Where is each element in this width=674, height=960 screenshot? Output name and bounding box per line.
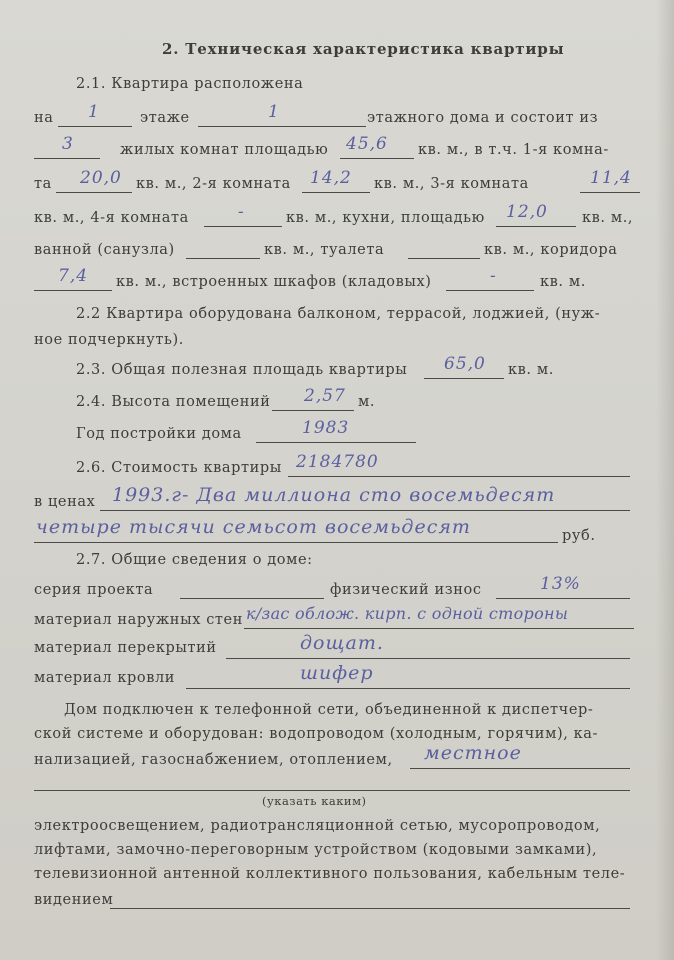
label-kvm3: кв. м. bbox=[540, 274, 586, 290]
s23-line bbox=[424, 378, 504, 379]
s21-heading: 2.1. Квартира расположена bbox=[76, 76, 304, 92]
label-ta: та bbox=[34, 176, 52, 192]
closets-value: - bbox=[490, 266, 497, 286]
room4-line bbox=[204, 226, 282, 227]
floors-value: дощат. bbox=[300, 632, 384, 654]
heating-line bbox=[410, 768, 630, 769]
living-area-value: 45,6 bbox=[346, 134, 388, 154]
label-rooms: жилых комнат площадью bbox=[120, 142, 329, 158]
label-room3: кв. м., 3-я комната bbox=[374, 176, 529, 192]
s26-line bbox=[288, 476, 630, 477]
roof-line bbox=[186, 688, 630, 689]
s24-label: 2.4. Высота помещений bbox=[76, 394, 271, 410]
year-label: Год постройки дома bbox=[76, 426, 242, 442]
conn-line3: нализацией, газоснабжением, отоплением, bbox=[34, 752, 393, 768]
label-room4: кв. м., 4-я комната bbox=[34, 210, 189, 226]
label-area-rooms: кв. м., в т.ч. 1-я комна- bbox=[418, 142, 609, 158]
conn-line6: телевизионной антенной коллективного пользования, кабельным теле- bbox=[34, 866, 626, 882]
series-line bbox=[180, 598, 324, 599]
year-line bbox=[256, 442, 416, 443]
price-words-line1: 1993.г- Два миллиона сто восемьдесят bbox=[112, 484, 556, 506]
prices-label: в ценах bbox=[34, 494, 96, 510]
s23-unit: кв. м. bbox=[508, 362, 554, 378]
label-na: на bbox=[34, 110, 54, 126]
conn-line7: видением bbox=[34, 892, 114, 908]
s27-heading: 2.7. Общие сведения о доме: bbox=[76, 552, 313, 568]
label-bath: ванной (санузла) bbox=[34, 242, 175, 258]
conn-line5: лифтами, замочно-переговорным устройством (кодовыми замками), bbox=[34, 842, 598, 858]
s23-value: 65,0 bbox=[444, 354, 486, 374]
kitchen-line bbox=[496, 226, 576, 227]
room2-line bbox=[302, 192, 370, 193]
specify-line bbox=[34, 790, 630, 791]
conn-line4: электроосвещением, радиотрансляционной сетью, мусоропроводом, bbox=[34, 818, 601, 834]
rooms-value: 3 bbox=[62, 134, 74, 154]
roof-value: шифер bbox=[300, 662, 374, 684]
conn-line2: ской системе и оборудован: водопроводом (холодным, горячим), ка- bbox=[34, 726, 599, 742]
label-room2: кв. м., 2-я комната bbox=[136, 176, 291, 192]
wear-label: физический износ bbox=[330, 582, 482, 598]
section-title: 2. Техническая характеристика квартиры bbox=[162, 40, 565, 58]
floors-line bbox=[226, 658, 630, 659]
room1-line bbox=[56, 192, 132, 193]
walls-label: материал наружных стен bbox=[34, 612, 243, 628]
storeys-value: 1 bbox=[268, 102, 280, 122]
walls-value: к/зас облож. кирп. с одной стороны bbox=[246, 604, 569, 623]
label-storeys: этажного дома и состоит из bbox=[367, 110, 599, 126]
storeys-line bbox=[198, 126, 366, 127]
series-label: серия проекта bbox=[34, 582, 154, 598]
floors-label: материал перекрытий bbox=[34, 640, 217, 656]
s22-line2: ное подчеркнуть). bbox=[34, 332, 184, 348]
s23-label: 2.3. Общая полезная площадь квартиры bbox=[76, 362, 408, 378]
bath-line bbox=[186, 258, 260, 259]
roof-label: материал кровли bbox=[34, 670, 176, 686]
room4-value: - bbox=[238, 202, 245, 222]
living-area-line bbox=[340, 158, 414, 159]
closets-line bbox=[446, 290, 534, 291]
label-floor: этаже bbox=[140, 110, 190, 126]
toilet-line bbox=[408, 258, 480, 259]
page-edge-shadow bbox=[656, 0, 674, 960]
corridor-value: 7,4 bbox=[58, 266, 89, 286]
conn-line1: Дом подключен к телефонной сети, объединенной к диспетчер- bbox=[64, 702, 594, 718]
price-words-line2: четыре тысячи семьсот восемьдесят bbox=[36, 516, 471, 538]
room3-line bbox=[580, 192, 640, 193]
wear-line bbox=[496, 598, 630, 599]
floor-line bbox=[58, 126, 132, 127]
s24-unit: м. bbox=[358, 394, 376, 410]
rooms-line bbox=[34, 158, 100, 159]
label-kitchen: кв. м., кухни, площадью bbox=[286, 210, 485, 226]
year-value: 1983 bbox=[302, 418, 350, 438]
rub-label: руб. bbox=[562, 528, 596, 544]
s24-line bbox=[272, 410, 354, 411]
heating-value: местное bbox=[424, 742, 522, 764]
floor-value: 1 bbox=[88, 102, 100, 122]
label-corridor: кв. м., коридора bbox=[484, 242, 618, 258]
room2-value: 14,2 bbox=[310, 168, 352, 188]
s22-line1: 2.2 Квартира оборудована балконом, террасой, лоджией, (нуж- bbox=[76, 306, 601, 322]
s26-value: 2184780 bbox=[296, 452, 379, 472]
price-words-line2-rule bbox=[34, 542, 558, 543]
wear-value: 13% bbox=[540, 574, 581, 594]
corridor-line bbox=[34, 290, 112, 291]
kitchen-value: 12,0 bbox=[506, 202, 548, 222]
room3-value: 11,4 bbox=[590, 168, 632, 188]
specify-caption: (указать каким) bbox=[262, 794, 367, 808]
room1-value: 20,0 bbox=[80, 168, 122, 188]
label-toilet: кв. м., туалета bbox=[264, 242, 385, 258]
prices-line bbox=[100, 510, 630, 511]
label-closets: кв. м., встроенных шкафов (кладовых) bbox=[116, 274, 432, 290]
label-kvm: кв. м., bbox=[582, 210, 634, 226]
s26-label: 2.6. Стоимость квартиры bbox=[76, 460, 282, 476]
walls-line bbox=[244, 628, 634, 629]
tv-line bbox=[110, 908, 630, 909]
s24-value: 2,57 bbox=[304, 386, 346, 406]
